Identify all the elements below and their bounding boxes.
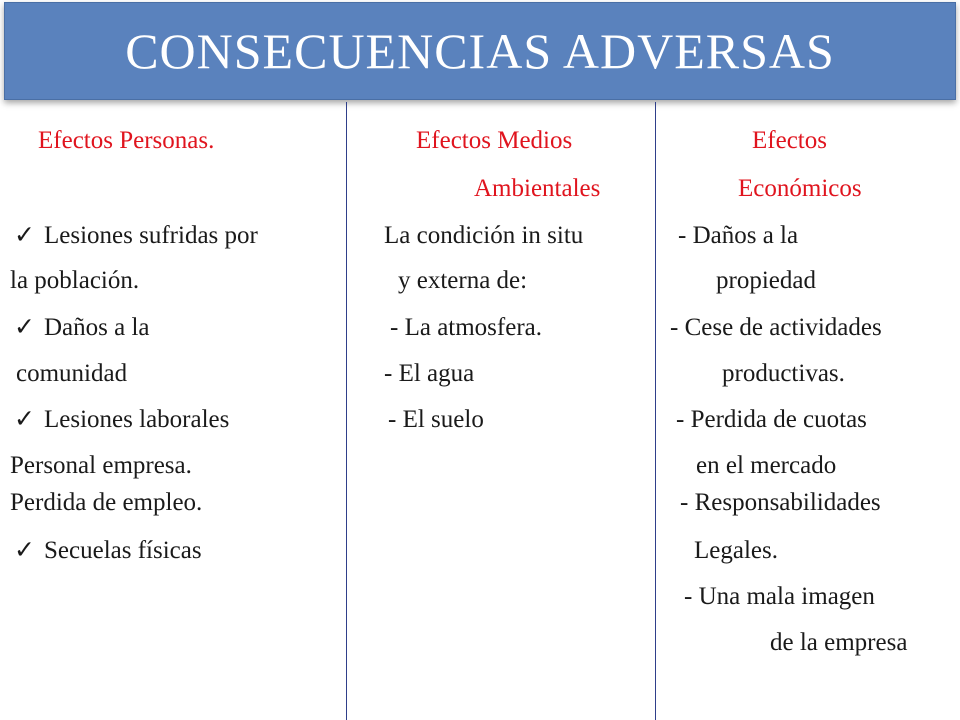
col2-line: - El suelo bbox=[388, 406, 484, 433]
col3-line: de la empresa bbox=[770, 629, 908, 656]
col1-line: Perdida de empleo. bbox=[10, 489, 203, 516]
col1-line: Lesiones laborales bbox=[44, 406, 230, 433]
col3-line: propiedad bbox=[716, 267, 816, 294]
col2-heading: Ambientales bbox=[474, 175, 601, 202]
slide-title: CONSECUENCIAS ADVERSAS bbox=[125, 23, 835, 79]
col1-line: Secuelas físicas bbox=[44, 537, 202, 564]
column-divider-right bbox=[655, 102, 656, 720]
checkmark-icon: ✓ bbox=[14, 222, 35, 249]
col2-heading: Efectos Medios bbox=[416, 127, 573, 154]
col3-line: - Cese de actividades bbox=[670, 314, 882, 341]
col3-line: - Una mala imagen bbox=[684, 583, 875, 610]
col1-line: Personal empresa. bbox=[10, 452, 192, 479]
col2-line: La condición in situ bbox=[384, 222, 584, 249]
col3-line: - Daños a la bbox=[678, 222, 799, 249]
col1-bullet-item bbox=[14, 221, 258, 251]
checkmark-icon: ✓ bbox=[14, 537, 35, 564]
checkmark-icon: ✓ bbox=[14, 406, 35, 433]
col2-line: y externa de: bbox=[398, 267, 528, 294]
col1-bullet-item bbox=[14, 405, 229, 435]
col3-line: productivas. bbox=[722, 360, 845, 387]
col1-line: comunidad bbox=[16, 360, 128, 387]
col3-line: Legales. bbox=[694, 537, 778, 564]
col2-line: - La atmosfera. bbox=[390, 314, 543, 341]
col3-heading: Efectos bbox=[752, 127, 827, 154]
col1-line: Lesiones sufridas por bbox=[44, 222, 258, 249]
col3-line: - Responsabilidades bbox=[680, 489, 881, 516]
col2-line: - El agua bbox=[384, 360, 475, 387]
column-divider-left bbox=[346, 102, 347, 720]
col3-line: - Perdida de cuotas bbox=[676, 406, 867, 433]
title-banner bbox=[4, 2, 956, 100]
col1-line: Daños a la bbox=[44, 314, 150, 341]
checkmark-icon: ✓ bbox=[14, 314, 35, 341]
col1-heading: Efectos Personas. bbox=[38, 127, 215, 154]
col1-bullet-item bbox=[14, 536, 202, 566]
col1-line: la población. bbox=[10, 267, 140, 294]
col3-line: en el mercado bbox=[696, 452, 837, 479]
col3-heading: Económicos bbox=[738, 175, 862, 202]
col1-bullet-item bbox=[14, 313, 150, 343]
